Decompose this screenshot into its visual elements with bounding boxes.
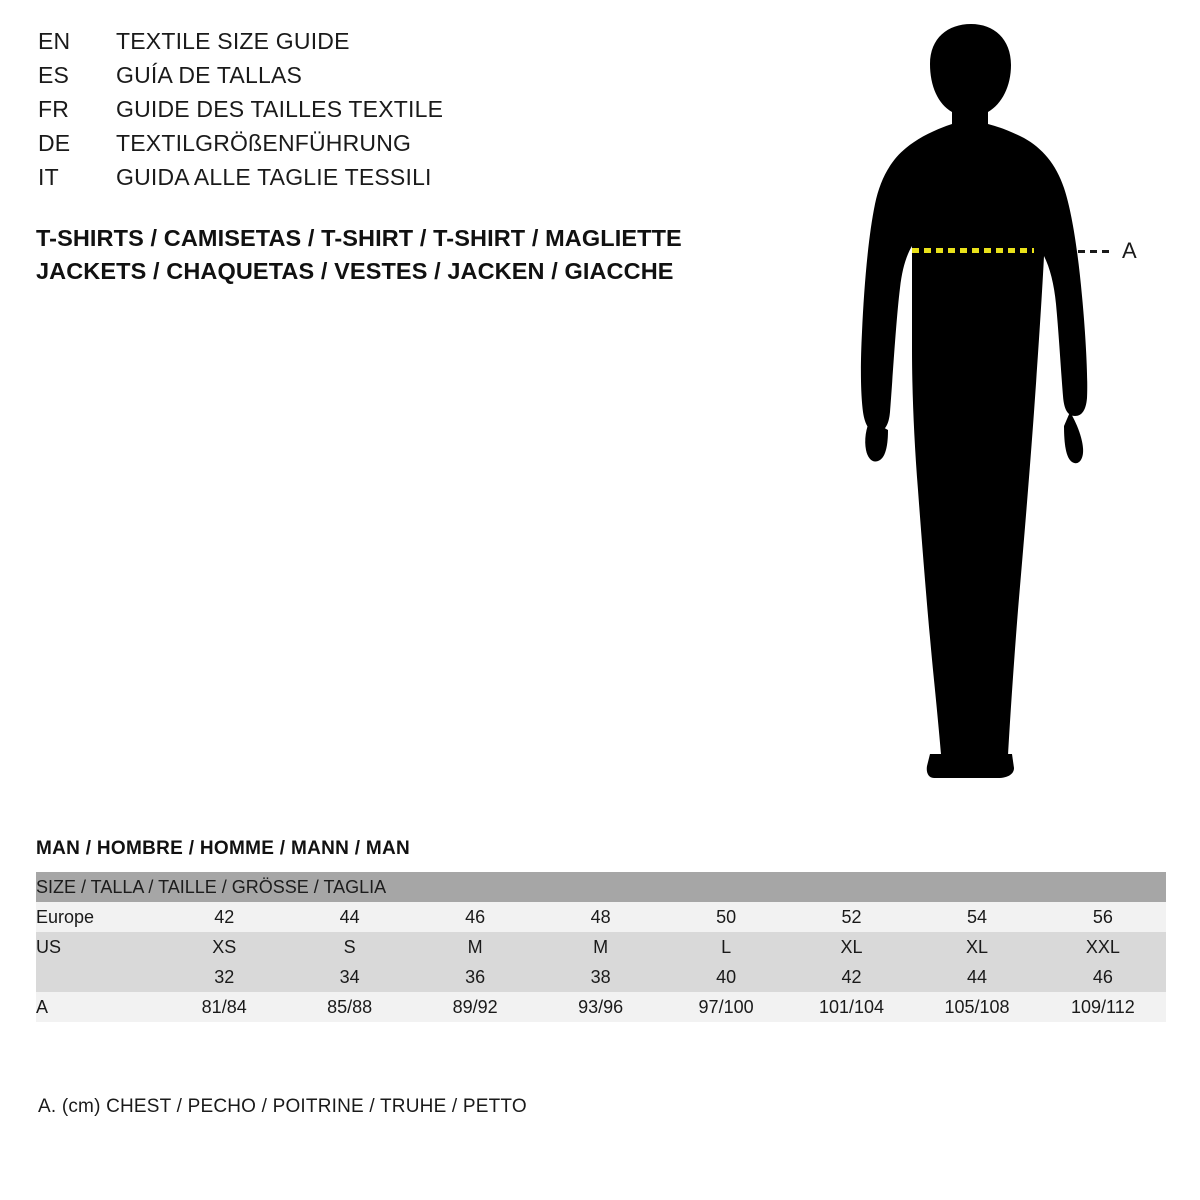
language-code: IT [38, 164, 59, 190]
cell-europe-5: 50 [663, 902, 788, 932]
language-code: EN [38, 28, 71, 54]
chest-measurement-line [912, 248, 1034, 253]
garment-category-tshirts: T-SHIRTS / CAMISETAS / T-SHIRT / T-SHIRT / MAGLIETTE [36, 225, 682, 251]
gender-title: MAN / HOMBRE / HOMME / MANN / MAN [36, 838, 411, 859]
garment-category-list [36, 222, 796, 288]
language-code: DE [38, 130, 71, 156]
cell-a-5: 97/100 [663, 992, 788, 1022]
chest-leader-line [1078, 250, 1114, 253]
cell-europe-4: 48 [538, 902, 663, 932]
size-header-label: SIZE / TALLA / TAILLE / GRÖSSE / TAGLIA [36, 872, 1166, 902]
language-row [38, 28, 738, 62]
measurement-figure [830, 20, 1190, 790]
cell-us-2: S [287, 932, 412, 962]
garment-category-jackets: JACKETS / CHAQUETAS / VESTES / JACKEN / GIACCHE [36, 258, 674, 284]
language-row [38, 96, 738, 130]
cell-numeric-8: 46 [1040, 962, 1166, 992]
language-list [38, 28, 738, 198]
cell-a-2: 85/88 [287, 992, 412, 1022]
row-label-a: A [36, 992, 161, 1022]
cell-numeric-6: 42 [789, 962, 914, 992]
table-row [36, 992, 1166, 1022]
table-row [36, 902, 1166, 932]
cell-a-6: 101/104 [789, 992, 914, 1022]
cell-a-7: 105/108 [914, 992, 1039, 1022]
language-text: GUÍA DE TALLAS [116, 62, 303, 88]
cell-a-3: 89/92 [412, 992, 537, 1022]
table-header-row [36, 872, 1166, 902]
table-row [36, 962, 1166, 992]
table-row [36, 932, 1166, 962]
cell-us-7: XL [914, 932, 1039, 962]
cell-europe-3: 46 [412, 902, 537, 932]
cell-numeric-3: 36 [412, 962, 537, 992]
cell-numeric-2: 34 [287, 962, 412, 992]
cell-us-6: XL [789, 932, 914, 962]
cell-us-3: M [412, 932, 537, 962]
row-label-numeric [36, 962, 161, 992]
measurement-footnote: A. (cm) CHEST / PECHO / POITRINE / TRUHE / PETTO [38, 1096, 527, 1117]
cell-europe-8: 56 [1040, 902, 1166, 932]
cell-a-1: 81/84 [161, 992, 286, 1022]
chest-measurement-label: A [1122, 238, 1137, 263]
cell-europe-7: 54 [914, 902, 1039, 932]
language-code: ES [38, 62, 70, 88]
language-text: TEXTILGRÖßENFÜHRUNG [116, 130, 412, 156]
cell-numeric-4: 38 [538, 962, 663, 992]
language-text: GUIDE DES TAILLES TEXTILE [116, 96, 444, 122]
language-text: GUIDA ALLE TAGLIE TESSILI [116, 164, 432, 190]
male-body-silhouette-icon [830, 20, 1160, 790]
cell-a-4: 93/96 [538, 992, 663, 1022]
cell-us-8: XXL [1040, 932, 1166, 962]
language-text: TEXTILE SIZE GUIDE [116, 28, 350, 54]
size-table-section [36, 838, 1166, 1022]
cell-numeric-7: 44 [914, 962, 1039, 992]
language-row [38, 62, 738, 96]
language-code: FR [38, 96, 70, 122]
cell-europe-1: 42 [161, 902, 286, 932]
cell-us-5: L [663, 932, 788, 962]
cell-us-4: M [538, 932, 663, 962]
language-row [38, 164, 738, 198]
row-label-us: US [36, 932, 161, 962]
size-table [36, 872, 1166, 1022]
cell-a-8: 109/112 [1040, 992, 1166, 1022]
row-label-europe: Europe [36, 902, 161, 932]
cell-europe-2: 44 [287, 902, 412, 932]
cell-europe-6: 52 [789, 902, 914, 932]
language-row [38, 130, 738, 164]
cell-us-1: XS [161, 932, 286, 962]
cell-numeric-1: 32 [161, 962, 286, 992]
cell-numeric-5: 40 [663, 962, 788, 992]
